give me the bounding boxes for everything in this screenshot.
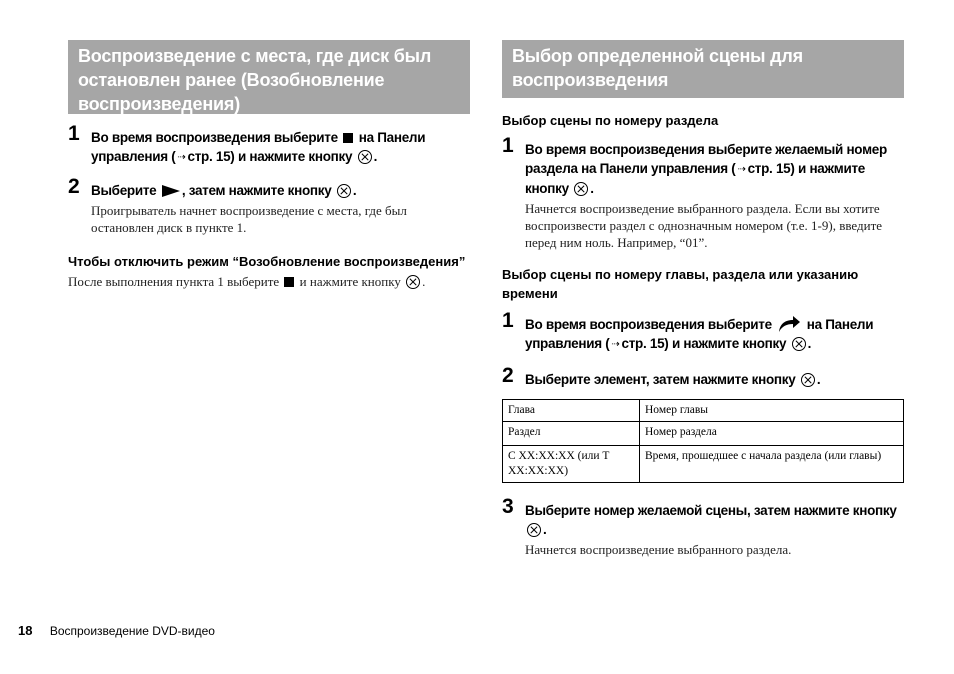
step-text-part: стр. 15) и нажмите кнопку <box>621 336 787 351</box>
step-3 <box>502 495 904 558</box>
curved-arrow-icon <box>777 315 801 333</box>
table-cell: Раздел <box>503 422 640 446</box>
step-text <box>525 370 904 389</box>
step-number: 2 <box>502 364 514 387</box>
step-text <box>91 181 470 200</box>
reference-arrow-icon: ⇢ <box>611 339 620 350</box>
step-1 <box>502 309 904 354</box>
step-number: 3 <box>502 495 514 518</box>
reference-arrow-icon: ⇢ <box>737 164 746 175</box>
circle-x-button-icon <box>801 373 815 387</box>
table-cell: C XX:XX:XX (или T XX:XX:XX) <box>503 446 640 483</box>
subheading-by-chapter: Выбор сцены по номеру раздела <box>502 113 719 128</box>
step-text-part: на Панели <box>358 130 426 145</box>
step-2 <box>68 175 470 236</box>
step-number: 1 <box>502 134 514 157</box>
circle-x-button-icon <box>792 337 806 351</box>
circle-x-button-icon <box>337 184 351 198</box>
footer-title: Воспроизведение DVD-видео <box>49 624 215 638</box>
circle-x-button-icon <box>358 150 372 164</box>
stop-icon <box>284 277 294 287</box>
left-column <box>68 40 470 290</box>
step-text-part: Выберите номер желаемой сцены, затем нажмите кнопку <box>525 503 897 518</box>
paragraph-part: . <box>422 274 426 289</box>
step-number: 2 <box>68 175 80 198</box>
step-text-part: . <box>543 522 547 537</box>
step-text-part: , затем нажмите кнопку <box>181 183 332 198</box>
step-text <box>525 315 904 354</box>
header-line: воспроизведения <box>512 70 669 90</box>
section-header-scene-select <box>502 40 904 98</box>
table-cell: Номер главы <box>640 400 904 422</box>
table-cell: Время, прошедшее с начала раздела (или главы) <box>640 446 904 483</box>
step-description: Проигрыватель начнет воспроизведение с места, где был остановлен диск в пункте 1. <box>91 203 407 235</box>
stop-icon <box>343 133 353 143</box>
paragraph-part: и нажмите кнопку <box>299 274 401 289</box>
right-column <box>502 40 904 558</box>
table-row <box>503 446 904 483</box>
step-text-part: Во время воспроизведения выберите <box>91 130 338 145</box>
circle-x-button-icon <box>574 182 588 196</box>
table-cell: Номер раздела <box>640 422 904 446</box>
table-row <box>503 422 904 446</box>
subheading-by-title-chapter-time: Выбор сцены по номеру главы, раздела или указанию времени <box>502 267 859 301</box>
table-row <box>503 400 904 422</box>
step-1 <box>68 122 470 167</box>
step-text-part: управления ( <box>525 336 610 351</box>
step-text-part: Выберите элемент, затем нажмите кнопку <box>525 372 796 387</box>
step-text-part: Во время воспроизведения выберите <box>525 317 772 332</box>
header-line: Выбор определенной сцены для <box>512 46 803 66</box>
paragraph-part: После выполнения пункта 1 выберите <box>68 274 280 289</box>
step-text-part: . <box>590 181 594 196</box>
header-line: воспроизведения) <box>78 94 240 114</box>
step-text-part: . <box>373 149 378 164</box>
step-number: 1 <box>68 122 80 145</box>
step-1 <box>502 134 904 251</box>
step-text <box>525 140 904 198</box>
step-text-part: . <box>352 183 357 198</box>
step-description: Начнется воспроизведение выбранного раздела. <box>525 542 792 557</box>
search-mode-table <box>502 399 904 483</box>
step-number: 1 <box>502 309 514 332</box>
circle-x-button-icon <box>406 275 420 289</box>
step-text-part: Во время воспроизведения выберите желаемый номер раздела на Панели управления ( <box>525 142 887 176</box>
header-line: остановлен ранее (Возобновление <box>78 70 385 90</box>
step-text-part: Выберите <box>91 183 157 198</box>
subheading-disable-resume: Чтобы отключить режим “Возобновление воспроизведения” <box>68 254 466 269</box>
page-number: 18 <box>18 623 33 638</box>
table-cell: Глава <box>503 400 640 422</box>
step-text <box>91 128 470 167</box>
step-text-part: . <box>807 336 812 351</box>
step-text-part: . <box>816 372 821 387</box>
paragraph <box>68 273 470 290</box>
page-footer <box>18 623 215 638</box>
step-text-part: на Панели <box>806 317 874 332</box>
step-text-part: стр. 15) и нажмите кнопку <box>525 161 865 196</box>
play-icon <box>162 185 180 197</box>
step-2 <box>502 364 904 389</box>
circle-x-button-icon <box>527 523 541 537</box>
step-text-part: управления ( <box>91 149 176 164</box>
step-text <box>525 501 904 539</box>
header-line: Воспроизведение с места, где диск был <box>78 46 432 66</box>
section-header-resume <box>68 40 470 114</box>
reference-arrow-icon: ⇢ <box>177 152 186 163</box>
step-description: Начнется воспроизведение выбранного раздела. Если вы хотите воспроизвести раздел с однозначным номером (т.е. 1-9), введите перед ним ноль. Например, “01”. <box>525 201 883 250</box>
step-text-part: стр. 15) и нажмите кнопку <box>187 149 353 164</box>
